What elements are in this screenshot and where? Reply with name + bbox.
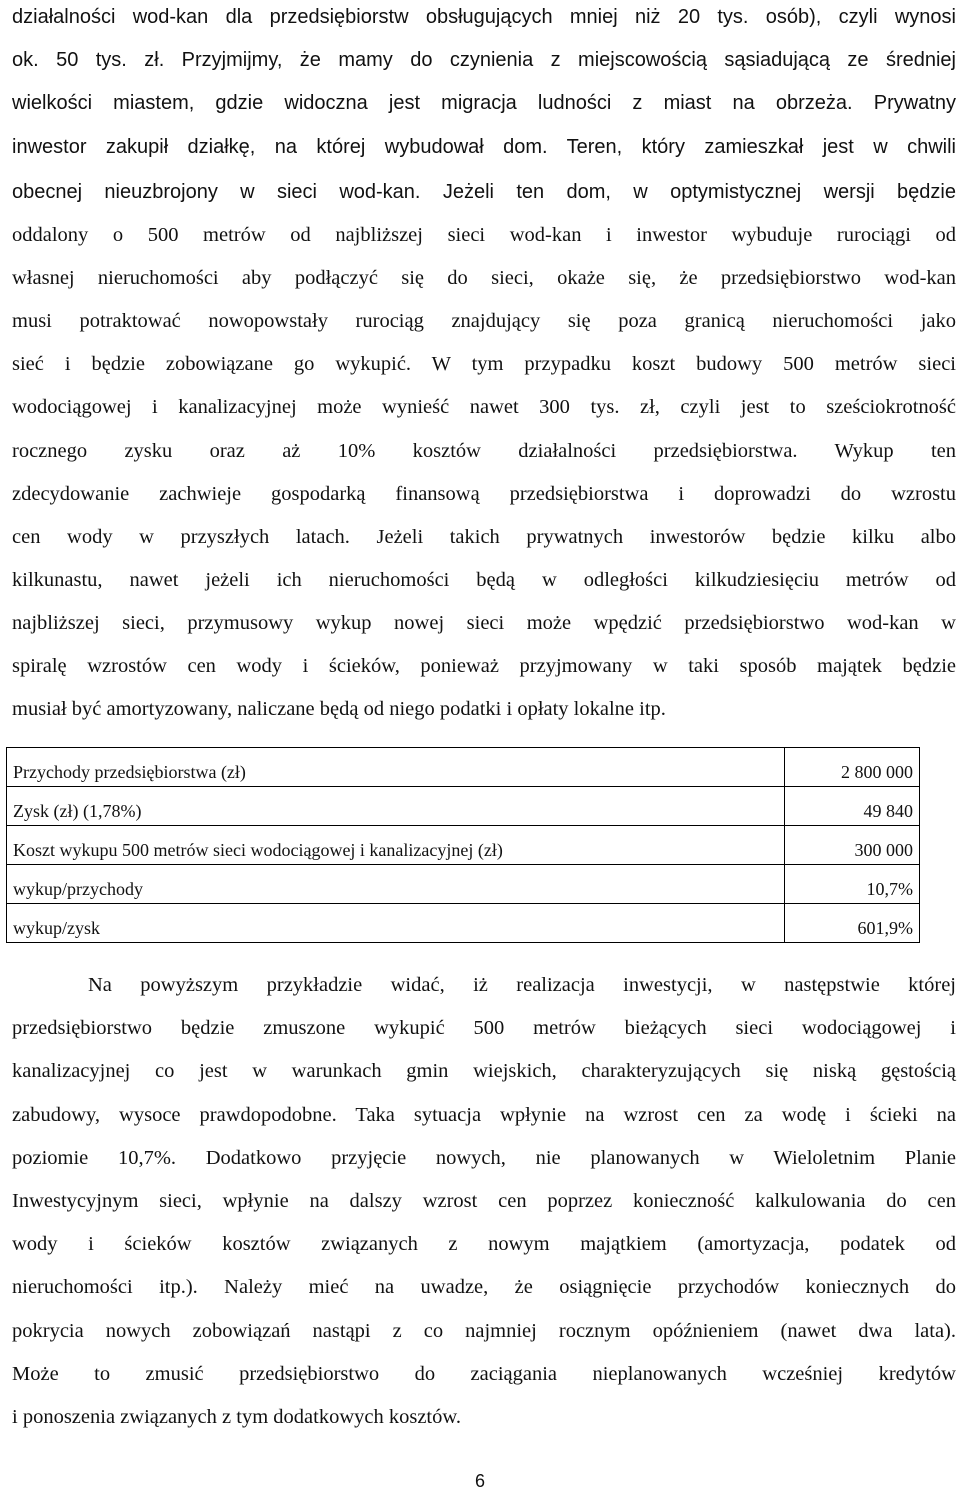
table-row <box>7 826 920 865</box>
paragraph-conclusion <box>12 964 956 1439</box>
table-cell-label: wykup/przychody <box>7 865 785 904</box>
table-row <box>7 865 920 904</box>
text-line: Może to zmusić przedsiębiorstwo do zaciągania nieplanowanych wcześniej kredytów <box>12 1362 956 1385</box>
text-line: kanalizacyjnej co jest w warunkach gmin wiejskich, charakteryzujących się niską gęstością <box>12 1060 956 1083</box>
text-line: wodociągowej i kanalizacyjnej może wynieść nawet 300 tys. zł, czyli jest to sześciokrotność <box>12 396 956 419</box>
text-line: działalności wod-kan dla przedsiębiorstw obsługujących mniej niż 20 tys. osób), czyli wynosi <box>12 6 956 28</box>
table-row <box>7 787 920 826</box>
text-line: rocznego zysku oraz aż 10% kosztów działalności przedsiębiorstwa. Wykup ten <box>12 439 956 462</box>
table-cell-label: Przychody przedsiębiorstwa (zł) <box>7 748 785 787</box>
table-row <box>7 748 920 787</box>
text-line: własnej nieruchomości aby podłączyć się do sieci, okaże się, że przedsiębiorstwo wod-kan <box>12 267 956 290</box>
page-number: 6 <box>474 1471 485 1491</box>
text-line: musiał być amortyzowany, naliczane będą od niego podatki i opłaty lokalne itp. <box>12 698 666 721</box>
text-line: sieć i będzie zobowiązane go wykupić. W tym przypadku koszt budowy 500 metrów sieci <box>12 353 956 376</box>
text-line: kilkunastu, nawet jeżeli ich nieruchomości będą w odległości kilkudziesięciu metrów od <box>12 568 956 591</box>
text-line: Na powyższym przykładzie widać, iż realizacja inwestycji, w następstwie której <box>88 974 956 996</box>
text-line: nieruchomości itp.). Należy mieć na uwadze, że osiągnięcie przychodów koniecznych do <box>12 1276 956 1299</box>
table-cell-value: 49 840 <box>785 787 920 826</box>
table-cell-value: 300 000 <box>785 826 920 865</box>
text-line: najbliższej sieci, przymusowy wykup nowej sieci może wpędzić przedsiębiorstwo wod-kan w <box>12 611 956 634</box>
text-line: i ponoszenia związanych z tym dodatkowych kosztów. <box>12 1406 461 1429</box>
text-line: ok. 50 tys. zł. Przyjmijmy, że mamy do czynienia z miejscowością sąsiadującą ze średniej <box>12 49 956 72</box>
text-line: poziomie 10,7%. Dodatkowo przyjęcie nowych, nie planowanych w Wieloletnim Planie <box>12 1146 956 1169</box>
text-line: cen wody w przyszłych latach. Jeżeli takich prywatnych inwestorów będzie kilku albo <box>12 525 956 548</box>
table-cell-label: Koszt wykupu 500 metrów sieci wodociągowej i kanalizacyjnej (zł) <box>7 826 785 865</box>
text-line: Inwestycyjnym sieci, wpłynie na dalszy wzrost cen poprzez konieczność kalkulowania do cen <box>12 1190 956 1213</box>
text-line: zdecydowanie zachwieje gospodarką finansową przedsiębiorstwa i doprowadzi do wzrostu <box>12 482 956 505</box>
table-cell-value: 2 800 000 <box>785 748 920 787</box>
paragraph-intro <box>12 0 956 169</box>
table-cell-value: 601,9% <box>785 904 920 943</box>
table-cell-label: wykup/zysk <box>7 904 785 943</box>
text-line: oddalony o 500 metrów od najbliższej sieci wod-kan i inwestor wybuduje rurociągi od <box>12 224 956 247</box>
text-line: przedsiębiorstwo będzie zmuszone wykupić 500 metrów bieżących sieci wodociągowej i <box>12 1017 956 1040</box>
text-line: wody i ścieków kosztów związanych z nowym majątkiem (amortyzacja, podatek od <box>12 1233 956 1256</box>
table-cell-label: Zysk (zł) (1,78%) <box>7 787 785 826</box>
table-cell-value: 10,7% <box>785 865 920 904</box>
text-line: musi potraktować nowopowstały rurociąg znajdujący się poza granicą nieruchomości jako <box>12 310 956 333</box>
text-line: spiralę wzrostów cen wody i ścieków, ponieważ przyjmowany w taki sposób majątek będzie <box>12 655 956 678</box>
text-line: pokrycia nowych zobowiązań nastąpi z co najmniej rocznym opóźnieniem (nawet dwa lata). <box>12 1319 956 1342</box>
paragraph-scenario <box>12 171 956 731</box>
text-line: inwestor zakupił działkę, na której wybudował dom. Teren, który zamieszkał jest w chwili <box>12 135 956 158</box>
financial-table <box>6 747 920 943</box>
text-line: obecnej nieuzbrojony w sieci wod-kan. Jeżeli ten dom, w optymistycznej wersji będzie <box>12 181 956 203</box>
text-line: wielkości miastem, gdzie widoczna jest migracja ludności z miast na obrzeża. Prywatny <box>12 92 956 115</box>
text-line: zabudowy, wysoce prawdopodobne. Taka sytuacja wpłynie na wzrost cen za wodę i ścieki na <box>12 1103 956 1126</box>
table-row <box>7 904 920 943</box>
